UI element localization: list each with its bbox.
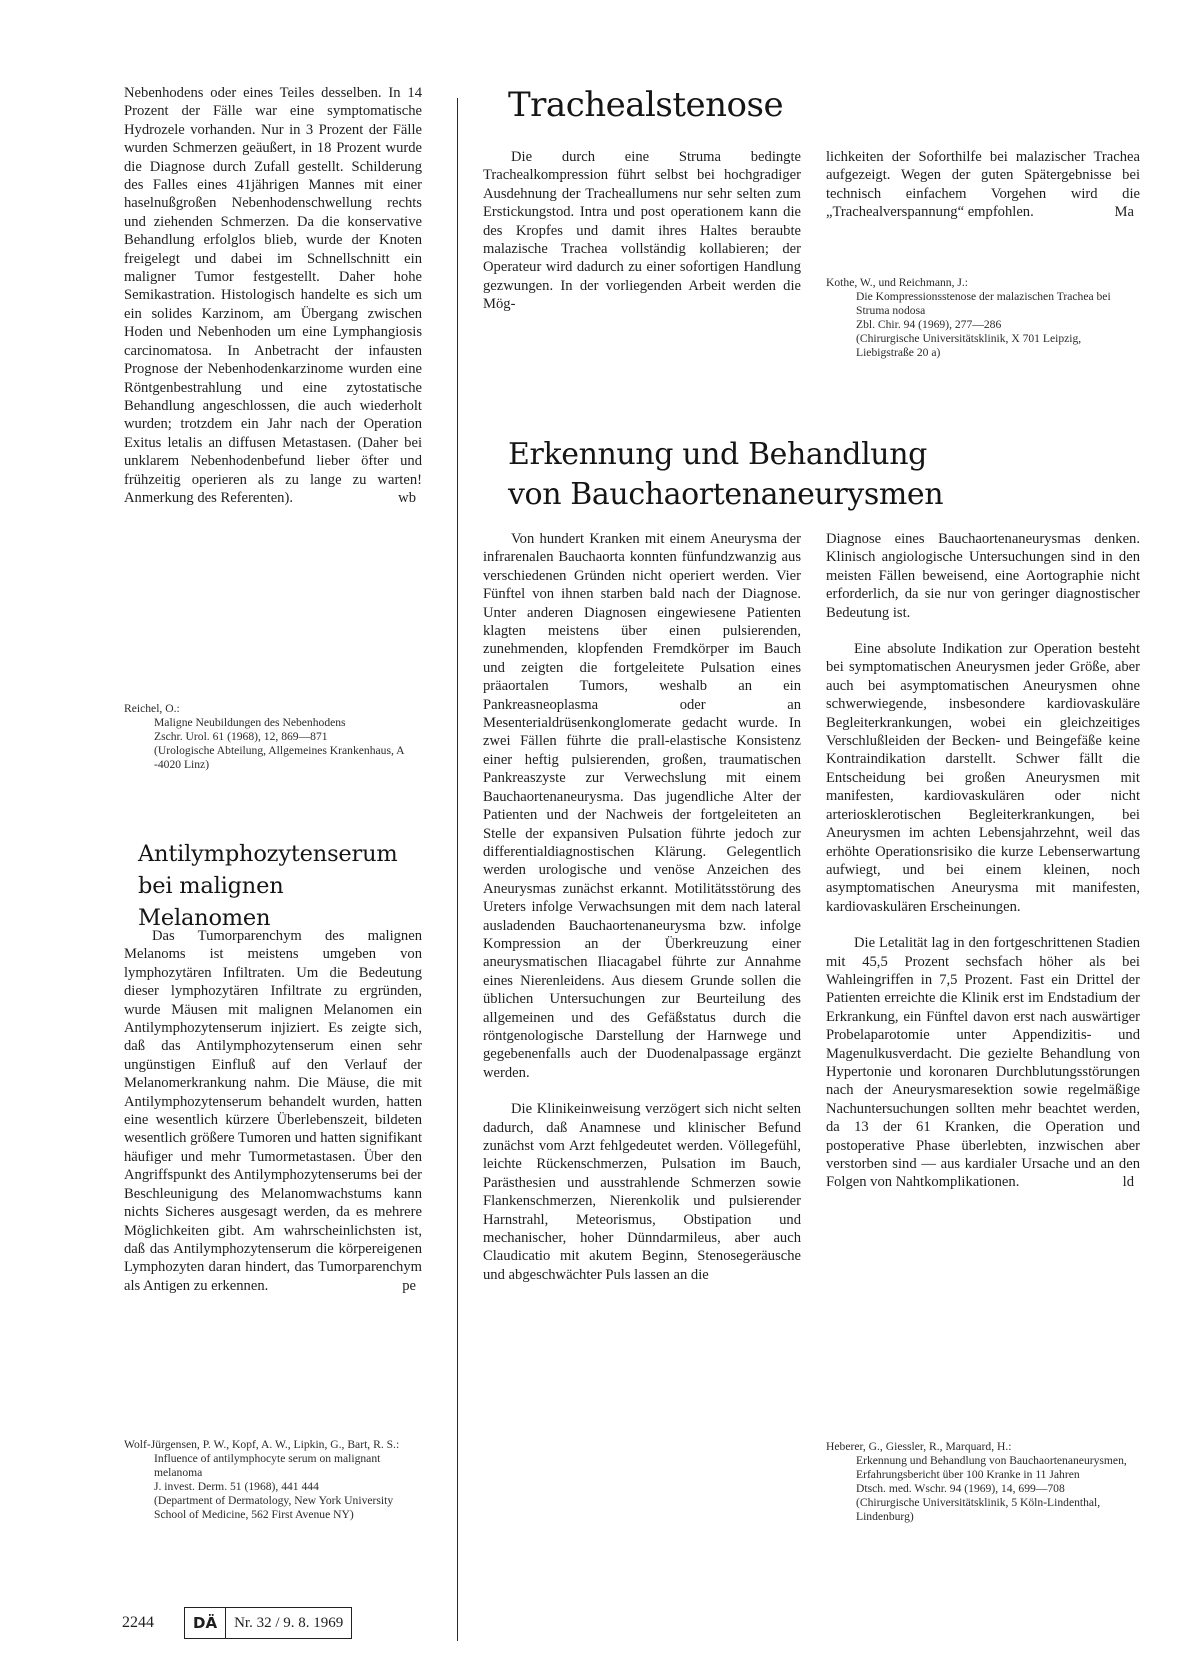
signature: pe (402, 1277, 416, 1294)
page-number: 2244 (122, 1614, 154, 1631)
reference-title: Die Kompressionsstenose der malazischen Trachea bei Struma nodosa (856, 290, 1111, 317)
reference-address: (Chirurgische Universitätsklinik, X 701 Leipzig, Liebigstraße 20 a) (856, 332, 1082, 359)
reference-authors: Wolf-Jürgensen, P. W., Kopf, A. W., Lipkin, G., Bart, R. S.: (124, 1438, 400, 1451)
reference-title: Erkennung und Behandlung von Bauchaortenaneurysmen, Erfahrungsbericht über 100 Kranke in 11 Jahren (856, 1454, 1127, 1481)
article-paragraph: Von hundert Kranken mit einem Aneurysma der infrarenalen Bauchaorta konnten fünfundzwanzig aus verschiedenen Gründen nicht operiert werden. Vier Fünftel von ihnen starben bald nach der Diagnose. Unter anderen Diagnosen eingewiesene Patienten klagten meistens über einen pulsierenden, zunehmenden, klopfenden Fremdkörper im Bauch und zeigten die fortgeleitete Pulsation eines präaortalen Tumors, weshalb an ein Pankreasneoplasma oder an Mesenterialdrüsenkonglomerate gedacht wurde. In zwei Fällen führte die prall-elastische Konsistenz einer heftig pulsierenden, großen, traumatischen Pankreaszyste zur Verwechslung mit einem Bauchaortenaneurysma. Das jugendliche Alter der Patienten und der Nachweis der fortgeleiteten an Stelle der expansiven Pulsation führte jedoch zur differentialdiagnostischen Klärung. Gelegentlich werden urologische und venöse Anzeichen des Aneurysmas zunächst erkannt. Motilitätsstörung des Ureters infolge Verwachsungen mit dem nach lateral ausladenden Bauchaortenaneurysma bzw. infolge Kompression an der Überkreuzung einer aneurysmatischen Iliacagabel führte zur Annahme eines Nierenleidens. Aus diesem Grunde sollen die üblichen Untersuchungen zur Beurteilung des allgemeinen und des Gefäßstatus durch die röntgenologische Darstellung der Harnwege und gegebenenfalls auch der Duodenalpassage ergänzt werden. (483, 531, 801, 1081)
issue-info: Nr. 32 / 9. 8. 1969 (234, 1614, 344, 1631)
article-body: lichkeiten der Soforthilfe bei malazischer Trachea aufgezeigt. Wegen der guten Spätergebnisse bei technisch einfachem Vorgehen wird die „Trachealverspannung“ empfohlen. (826, 149, 1140, 221)
reference-title: Maligne Neubildungen des Nebenhodens (154, 716, 346, 729)
signature: wb (398, 489, 416, 506)
journal-badge (184, 1607, 352, 1639)
continuation-text: Nebenhodens oder eines Teiles desselben. In 14 Prozent der Fälle war eine symptomatische Hydrozele vorhanden. Nur in 3 Prozent der Fälle wurden Schmerzen geäußert, in 18 Prozent wurde die Diagnose durch Zufall gestellt. Schilderung des Falles eines 41jährigen Mannes mit einer haselnußgroßen Nebenhodenschwellung rechts und ziehenden Schmerzen. Da die konservative Behandlung erfolglos blieb, wurde der Knoten freigelegt und dabei im Schnellschnitt ein maligner Tumor festgestellt. Daher hohe Semikastration. Histologisch handelte es sich um ein solides Karzinom, am Übergang zwischen Hoden und Nebenhoden um eine Lymphangiosis carcinomatosa. In Anbetracht der infausten Prognose der Nebenhodenkarzinome wurden eine Röntgenbestrahlung und eine zytostatische Behandlung angeschlossen, die auch wiederholt wurden; trotzdem ein Jahr nach der Operation Exitus letalis an diffusen Metastasen. (Daher bei unklarem Nebenhodenbefund lieber öfter und frühzeitig operieren als zu lange zu warten! Anmerkung des Referenten). (124, 85, 422, 506)
article-title-bauchaortenaneurysmen (508, 435, 943, 515)
article-title-line-2: bei malignen Melanomen (138, 873, 284, 931)
aneurysm-col-2 (826, 530, 1140, 1210)
article-antilymphozytenserum (124, 838, 422, 934)
reference-authors: Heberer, G., Giessler, R., Marquard, H.: (826, 1440, 1012, 1453)
reference-title: Influence of antilymphocyte serum on malignant melanoma (154, 1452, 381, 1479)
article-paragraph: Diagnose eines Bauchaortenaneurysmas denken. Klinisch angiologische Untersuchungen sind in den meisten Fällen beweisend, eine Aortographie nicht erforderlich, da sie nur von geringer diagnostischer Bedeutung ist. (826, 531, 1140, 621)
article-paragraph: Die Klinikeinweisung verzögert sich nicht selten dadurch, daß Anamnese und klinischer Befund zunächst vom Arzt fehlgedeutet werden. Völlegefühl, leichte Rückenschmerzen, Pulsation im Bauch, Parästhesien und ausstrahlende Schmerzen sowie Flankenschmerzen, Nierenkolik und pulsierender Harnstrahl, Meteorismus, Obstipation und mechanischer, hoher Dünndarmileus, aber auch Claudicatio mit akutem Beginn, Stenosegeräusche und abgeschwächter Puls lassen an die (483, 1101, 801, 1283)
reference-heberer (826, 1440, 1140, 1524)
reference-journal: Zschr. Urol. 61 (1968), 12, 869—871 (154, 730, 328, 743)
article-title-line-1: Antilymphozytenserum (138, 841, 398, 867)
aneurysm-col-1 (483, 530, 801, 1302)
tracheal-col-2 (826, 148, 1140, 240)
tracheal-col-1 (483, 148, 801, 332)
antilymphozytenserum-body (124, 927, 422, 1313)
reference-journal: J. invest. Derm. 51 (1968), 441 444 (154, 1480, 319, 1493)
article-body: Das Tumorparenchym des malignen Melanoms ist meistens umgeben von lymphozytären Infiltraten. Um die Bedeutung dieser lymphozytären Infiltrate zu ergründen, wurde Mäusen mit malignen Melanomen ein Antilymphozytenserum injiziert. Es zeigte sich, daß das Antilymphozytenserum einen sehr ungünstigen Einfluß auf den Verlauf der Melanomerkrankung nahm. Die Mäuse, die mit Antilymphozytenserum behandelt wurden, hatten eine wesentlich kürzere Überlebenszeit, bildeten wesentlich größere Tumoren und hatten signifikant häufiger und mehr Tumormetastasen. Über den Angriffspunkt des Antilymphozytenserums bei der Beschleunigung des Melanomwachstums kann nichts Sicheres ausgesagt werden, da es mehrere Möglichkeiten gibt. Am wahrscheinlichsten ist, daß das Antilymphozytenserum die körpereigenen Lymphozyten daran hindert, das Tumorparenchym als Antigen zu erkennen. (124, 928, 422, 1294)
reference-address: (Chirurgische Universitätsklinik, 5 Köln-Lindenthal, Lindenburg) (856, 1496, 1101, 1523)
column-divider (457, 98, 458, 1641)
article-title (124, 838, 422, 934)
article-title-trachealstenose: Trachealstenose (508, 85, 784, 125)
article-paragraph: Die Letalität lag in den fortgeschrittenen Stadien mit 45,5 Prozent sechsfach höher als bei Wahleingriffen in 7,5 Prozent. Fast ein Drittel der Patienten erreichte die Klinik erst im Endstadium der Erkrankung, ein Fünftel davon erst nach auswärtiger Probelaparotomie unter Appendizitis- und Magenulkusverdacht. Die gezielte Behandlung von Hypertonie und koronaren Durchblutungsstörungen nach der Aneurysmaresektion sowie regelmäßige Nachuntersuchungen sollten mehr beachtet werden, da 13 der 61 Kranken, die Operation und postoperative Phase überlebten, inzwischen aber verstorben sind — aus kardialer Ursache und an den Folgen von Nahtkomplikationen. (826, 935, 1140, 1191)
reference-address: (Urologische Abteilung, Allgemeines Krankenhaus, A -4020 Linz) (154, 744, 404, 771)
journal-logo: DÄ (185, 1608, 226, 1638)
reference-wolf-juergensen (124, 1438, 422, 1522)
signature: Ma (1114, 204, 1134, 221)
reference-authors: Kothe, W., und Reichmann, J.: (826, 276, 969, 289)
reference-journal: Zbl. Chir. 94 (1969), 277—286 (856, 318, 1002, 331)
left-column (124, 84, 422, 525)
reference-address: (Department of Dermatology, New York University School of Medicine, 562 First Avenue NY) (154, 1494, 394, 1521)
reference-kothe (826, 276, 1140, 360)
article-paragraph: Eine absolute Indikation zur Operation besteht bei symptomatischen Aneurysmen jeder Größe, aber auch bei asymptomatischen Aneurysmen ohne schwerwiegende, insbesondere kardiovaskuläre Begleiterkrankungen, wobei ein gleichzeitiges Verschlußleiden der Becken- und Beingefäße keine Kontraindikation darstellt. Schwer fällt die Entscheidung bei großen Aneurysmen mit manifesten, kardiovaskulären oder nicht arteriosklerotischen Begleiterkrankungen, bei Aneurysmen im achten Lebensjahrzehnt, weil das erhöhte Operationsrisiko die kurze Lebenserwartung aufwiegt, und bei einem kleinen, noch asymptomatischen Aneurysma mit manifesten, kardiovaskulären Erscheinungen. (826, 641, 1140, 915)
reference-authors: Reichel, O.: (124, 702, 180, 715)
article-title-line-2: von Bauchaortenaneurysmen (508, 477, 944, 512)
signature: ld (1122, 1174, 1134, 1191)
reference-journal: Dtsch. med. Wschr. 94 (1969), 14, 699—708 (856, 1482, 1065, 1495)
article-body: Die durch eine Struma bedingte Trachealkompression führt selbst bei hochgradiger Ausdehnung der Tracheallumens nur sehr selten zum Erstickungstod. Intra und post operationem kann die des Kropfes und damit ihres Haltes beraubte malazische Trachea vollständig kollabieren; der Operateur wird dadurch zu einer sofortigen Handlung gezwungen. In der vorliegenden Arbeit werden die Mög- (483, 149, 801, 313)
reference-reichel (124, 702, 422, 772)
article-title-line-1: Erkennung und Behandlung (508, 437, 927, 472)
page-footer (122, 1605, 352, 1641)
